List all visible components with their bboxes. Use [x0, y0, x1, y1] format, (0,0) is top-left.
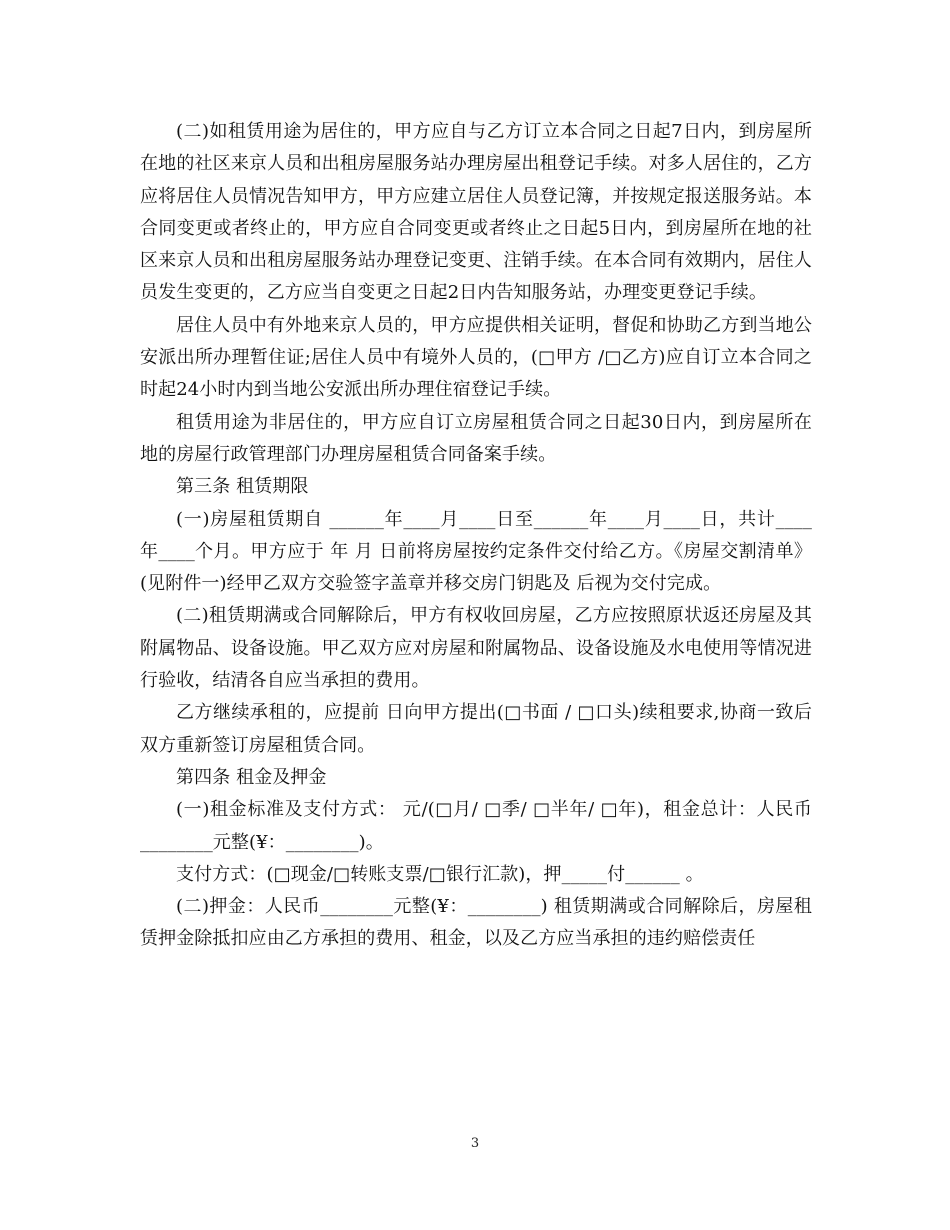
page-number: 3: [470, 1136, 480, 1151]
paragraph-residential-registration: (二)如租赁用途为居住的，甲方应自与乙方订立本合同之日起7日内，到房屋所在地的社区来京人员和出租房屋服务站办理房屋出租登记手续。对多人居住的，乙方应将居住人员情况告知甲方，甲方应建立居住人员登记簿，并按规定报送服务站。本合同变更或者终止的，甲方应自合同变更或者终止之日起5日内，到房屋所在地的社区来京人员和出租房屋服务站办理登记变更、注销手续。在本合同有效期内，居住人员发生变更的，乙方应当自变更之日起2日内告知服务站，办理变更登记手续。: [140, 121, 812, 304]
paragraph-lease-expiry: (二)租赁期满或合同解除后，甲方有权收回房屋，乙方应按照原状返还房屋及其附属物品、设备设施。甲乙双方应对房屋和附属物品、设备设施及水电使用等情况进行验收，结清各自应当承担的费用。: [140, 605, 812, 692]
heading-article-3: 第三条 租赁期限: [176, 476, 309, 498]
paragraph-nonlocal-residents: 居住人员中有外地来京人员的，甲方应提供相关证明，督促和协助乙方到当地公安派出所办理暂住证;居住人员中有境外人员的，(□甲方 /□乙方)应自订立本合同之时起24小时内到当地公安派出所办理住宿登记手续。: [140, 314, 812, 401]
paragraph-lease-term: (一)房屋租赁期自 ______年____月____日至______年____月____日，共计____年____个月。甲方应于 年 月 日前将房屋按约定条件交付给乙方。《房屋交割清单》(见附件一)经甲乙双方交验签字盖章并移交房门钥匙及 后视为交付完成。: [140, 508, 812, 595]
document-body: [140, 116, 812, 956]
paragraph-deposit: (二)押金：人民币________元整(¥：________) 租赁期满或合同解除后，房屋租赁押金除抵扣应由乙方承担的费用、租金，以及乙方应当承担的违约赔偿责任: [140, 896, 812, 950]
paragraph-nonresidential-filing: 租赁用途为非居住的，甲方应自订立房屋租赁合同之日起30日内，到房屋所在地的房屋行政管理部门办理房屋租赁合同备案手续。: [140, 411, 812, 465]
paragraph-payment-method: 支付方式：(□现金/□转账支票/□银行汇款)，押_____付______ 。: [176, 863, 704, 885]
heading-article-4: 第四条 租金及押金: [176, 766, 327, 788]
paragraph-lease-renewal: 乙方继续承租的，应提前 日向甲方提出(□书面 / □口头)续租要求,协商一致后双方重新签订房屋租赁合同。: [140, 702, 812, 756]
paragraph-rent-standard: (一)租金标准及支付方式： 元/(□月/ □季/ □半年/ □年)，租金总计：人民币________元整(¥：________)。: [140, 799, 812, 853]
